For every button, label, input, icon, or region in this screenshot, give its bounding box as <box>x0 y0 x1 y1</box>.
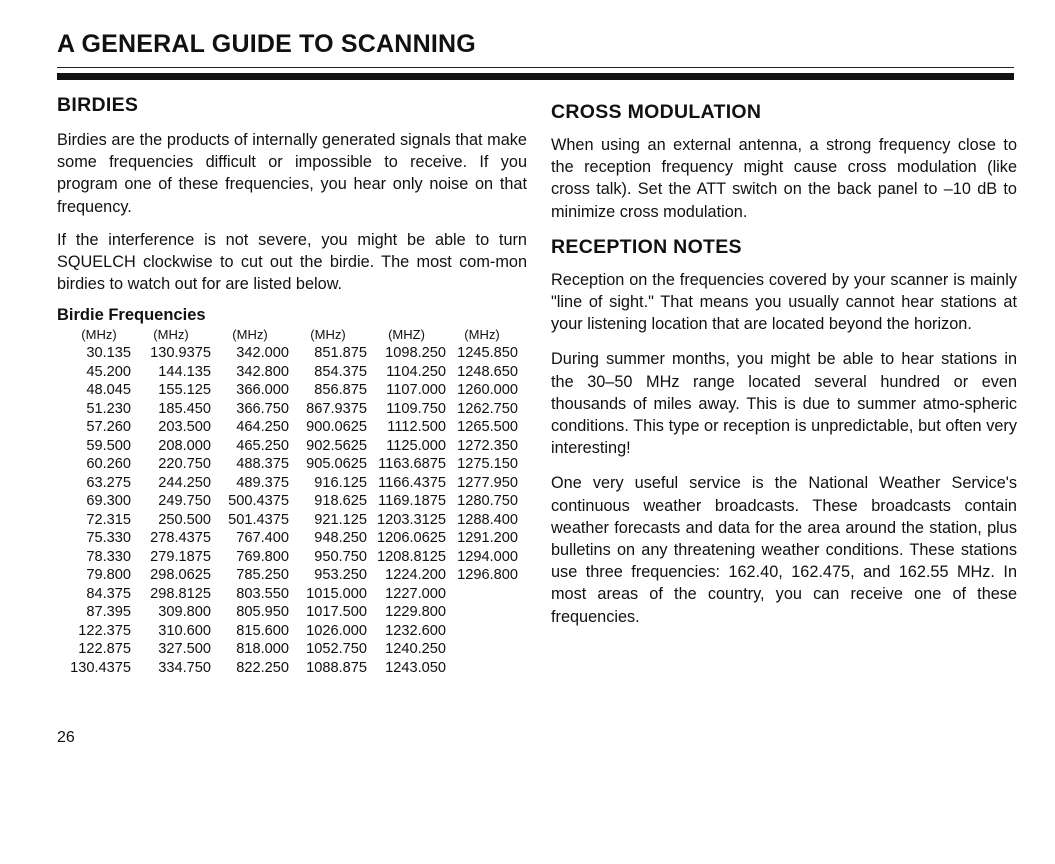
frequency-cell: 803.550 <box>236 585 289 602</box>
frequency-cell <box>446 622 518 641</box>
table-row <box>67 566 518 585</box>
frequency-cell: 185.450 <box>158 400 211 417</box>
frequency-cell: 465.250 <box>236 437 289 454</box>
frequency-cell: 45.200 <box>86 363 131 380</box>
table-row <box>67 529 518 548</box>
frequency-cell: 918.625 <box>314 493 367 510</box>
frequency-cell: 818.000 <box>236 641 289 658</box>
frequency-column-header: (MHZ) <box>388 327 425 343</box>
frequency-cell: 327.500 <box>158 641 211 658</box>
frequency-cell: 1208.8125 <box>377 548 446 565</box>
frequency-cell: 57.260 <box>86 419 131 436</box>
frequency-cell: 488.375 <box>236 456 289 473</box>
frequency-cell: 1275.150 <box>457 456 518 473</box>
frequency-cell: 155.125 <box>158 382 211 399</box>
frequency-cell: 309.800 <box>158 604 211 621</box>
frequency-cell: 1112.500 <box>387 419 446 436</box>
frequency-cell: 1248.650 <box>457 363 518 380</box>
frequency-cell: 1296.800 <box>457 567 518 584</box>
table-row <box>67 437 518 456</box>
table-row <box>67 603 518 622</box>
birdies-paragraph: Birdies are the products of internally generated signals that make some frequencies difficult or impossible to receive. If you program one of these frequencies, you hear only noise on that frequency. <box>57 131 527 216</box>
frequency-cell: 1052.750 <box>306 641 367 658</box>
frequency-cell: 122.375 <box>78 622 131 639</box>
frequency-cell: 856.875 <box>314 382 367 399</box>
frequency-cell: 208.000 <box>158 437 211 454</box>
frequency-cell: 130.9375 <box>150 345 211 362</box>
frequency-column-header: (MHz) <box>232 327 268 343</box>
frequency-cell: 815.600 <box>236 622 289 639</box>
frequency-cell: 1166.4375 <box>378 474 446 491</box>
frequency-cell: 1245.850 <box>457 345 518 362</box>
reception-notes-paragraph: During summer months, you might be able to hear stations in the 30–50 MHz range located several hundred or even thousands of miles away. This is due to summer atmo-spheric conditions. This type or reception is unpredictable, but often very interesting! <box>551 350 1017 458</box>
frequency-cell: 1098.250 <box>385 345 446 362</box>
table-row <box>67 659 518 678</box>
frequency-cell: 916.125 <box>314 474 367 491</box>
frequency-cell: 59.500 <box>86 437 131 454</box>
frequency-cell: 1277.950 <box>457 474 518 491</box>
frequency-cell: 1272.350 <box>457 437 518 454</box>
frequency-cell: 1206.0625 <box>377 530 446 547</box>
cross-modulation-heading: CROSS MODULATION <box>551 101 762 123</box>
frequency-cell: 1109.750 <box>386 400 446 417</box>
frequency-cell: 366.000 <box>236 382 289 399</box>
frequency-cell <box>446 640 518 659</box>
frequency-cell: 278.4375 <box>150 530 211 547</box>
table-row <box>67 474 518 493</box>
frequency-cell: 79.800 <box>86 567 131 584</box>
frequency-cell: 122.875 <box>78 641 131 658</box>
frequency-cell: 298.0625 <box>150 567 211 584</box>
table-row <box>67 548 518 567</box>
frequency-cell: 69.300 <box>86 493 131 510</box>
frequency-cell: 1203.3125 <box>377 511 446 528</box>
frequency-cell: 501.4375 <box>228 511 289 528</box>
frequency-cell: 767.400 <box>236 530 289 547</box>
table-row <box>67 418 518 437</box>
table-row <box>67 640 518 659</box>
frequency-cell: 48.045 <box>86 382 131 399</box>
table-row <box>67 622 518 641</box>
reception-notes-heading: RECEPTION NOTES <box>551 235 742 258</box>
frequency-cell: 298.8125 <box>150 585 211 602</box>
frequency-cell: 334.750 <box>158 659 211 676</box>
reception-notes-paragraph: Reception on the frequencies covered by your scanner is mainly "line of sight." That means you usually cannot hear stations at your listening location that are located beyond the horizon. <box>551 270 1017 334</box>
frequency-cell: 250.500 <box>158 511 211 528</box>
frequency-cell: 220.750 <box>158 456 211 473</box>
frequency-cell: 1291.200 <box>457 530 518 547</box>
table-row <box>67 344 518 363</box>
frequency-cell: 1026.000 <box>306 622 367 639</box>
frequency-cell: 60.260 <box>86 456 131 473</box>
frequency-cell: 953.250 <box>314 567 367 584</box>
frequency-cell: 130.4375 <box>70 659 131 676</box>
frequency-cell: 905.0625 <box>306 456 367 473</box>
frequency-cell: 1227.000 <box>385 585 446 602</box>
frequency-cell: 75.330 <box>86 530 131 547</box>
frequency-cell: 310.600 <box>158 622 211 639</box>
left-column <box>57 94 527 677</box>
frequency-cell: 63.275 <box>86 474 131 491</box>
cross-modulation-paragraph: When using an external antenna, a strong frequency close to the reception frequency might cause cross modulation (like cross talk). Set the ATT switch on the back panel to –10 dB to minimize cross modulation. <box>551 136 1017 221</box>
frequency-cell: 1224.200 <box>385 567 446 584</box>
frequency-cell: 1265.500 <box>457 419 518 436</box>
table-row <box>67 455 518 474</box>
frequency-cell: 244.250 <box>158 474 211 491</box>
title-rule-thin <box>57 67 1014 68</box>
table-row <box>67 363 518 382</box>
frequency-cell: 1240.250 <box>385 641 446 658</box>
frequency-cell: 342.000 <box>236 345 289 362</box>
frequency-cell: 867.9375 <box>306 400 367 417</box>
table-row <box>67 511 518 530</box>
right-column <box>551 101 1017 641</box>
frequency-cell: 854.375 <box>314 363 367 380</box>
reception-notes-paragraph: One very useful service is the National Weather Service's continuous weather broadcasts. These broadcasts contain weather forecasts and data for the area around the station, plus bulletins on any threatening weather conditions. These stations use three frequencies: 162.40, 162.475, and 162.55 MHz. In most areas of the country, you can receive one of these frequencies. <box>551 474 1017 626</box>
frequency-cell <box>446 603 518 622</box>
frequency-cell: 1107.000 <box>386 382 446 399</box>
frequency-cell: 1262.750 <box>457 400 518 417</box>
birdies-paragraph: If the interference is not severe, you might be able to turn SQUELCH clockwise to cut out the birdie. The most com-mon birdies to watch out for are listed below. <box>57 230 527 294</box>
frequency-cell: 279.1875 <box>150 548 211 565</box>
frequency-cell: 902.5625 <box>306 437 367 454</box>
frequency-cell: 1104.250 <box>386 363 446 380</box>
birdies-heading: BIRDIES <box>57 94 139 116</box>
frequency-cell: 1017.500 <box>306 604 367 621</box>
frequency-column-header: (MHz) <box>153 327 189 343</box>
frequency-cell: 51.230 <box>86 400 131 417</box>
frequency-column-header: (MHz) <box>310 327 346 343</box>
table-row <box>67 381 518 400</box>
frequency-cell <box>446 585 518 604</box>
frequency-cell: 84.375 <box>86 585 131 602</box>
frequency-cell: 87.395 <box>86 604 131 621</box>
frequency-cell: 203.500 <box>158 419 211 436</box>
frequency-cell: 366.750 <box>236 400 289 417</box>
frequency-cell: 1229.800 <box>385 604 446 621</box>
frequency-cell: 822.250 <box>236 659 289 676</box>
frequency-cell: 78.330 <box>86 548 131 565</box>
table-row <box>67 400 518 419</box>
table-row <box>67 585 518 604</box>
frequency-cell: 1169.1875 <box>378 493 446 510</box>
frequency-cell: 1088.875 <box>306 659 367 676</box>
frequency-cell: 144.135 <box>158 363 211 380</box>
frequency-cell <box>446 659 518 678</box>
frequency-cell: 948.250 <box>314 530 367 547</box>
frequency-cell: 1015.000 <box>306 585 367 602</box>
frequency-cell: 1125.000 <box>386 437 446 454</box>
page-number: 26 <box>57 729 75 746</box>
table-row <box>67 492 518 511</box>
frequency-cell: 72.315 <box>86 511 131 528</box>
frequency-cell: 30.135 <box>86 345 131 362</box>
birdie-frequency-table <box>67 327 518 677</box>
frequency-cell: 1280.750 <box>457 493 518 510</box>
frequency-cell: 921.125 <box>314 511 367 528</box>
frequency-cell: 769.800 <box>236 548 289 565</box>
frequency-cell: 1243.050 <box>385 659 446 676</box>
frequency-cell: 249.750 <box>158 493 211 510</box>
frequency-table-header-row <box>67 327 518 344</box>
frequency-cell: 1163.6875 <box>378 456 446 473</box>
frequency-cell: 785.250 <box>236 567 289 584</box>
frequency-cell: 1232.600 <box>385 622 446 639</box>
frequency-column-header: (MHz) <box>81 327 117 343</box>
frequency-table-body <box>67 344 518 677</box>
frequency-cell: 489.375 <box>236 474 289 491</box>
frequency-cell: 1294.000 <box>457 548 518 565</box>
frequency-column-header: (MHz) <box>464 327 500 343</box>
frequency-cell: 900.0625 <box>306 419 367 436</box>
birdie-frequencies-title: Birdie Frequencies <box>57 306 206 325</box>
title-rule-thick <box>57 73 1014 80</box>
page-title: A GENERAL GUIDE TO SCANNING <box>57 30 476 58</box>
frequency-cell: 950.750 <box>314 548 367 565</box>
frequency-cell: 805.950 <box>236 604 289 621</box>
frequency-cell: 1260.000 <box>457 382 518 399</box>
frequency-cell: 851.875 <box>314 345 367 362</box>
frequency-cell: 464.250 <box>236 419 289 436</box>
frequency-cell: 342.800 <box>236 363 289 380</box>
frequency-cell: 500.4375 <box>228 493 289 510</box>
frequency-cell: 1288.400 <box>457 511 518 528</box>
